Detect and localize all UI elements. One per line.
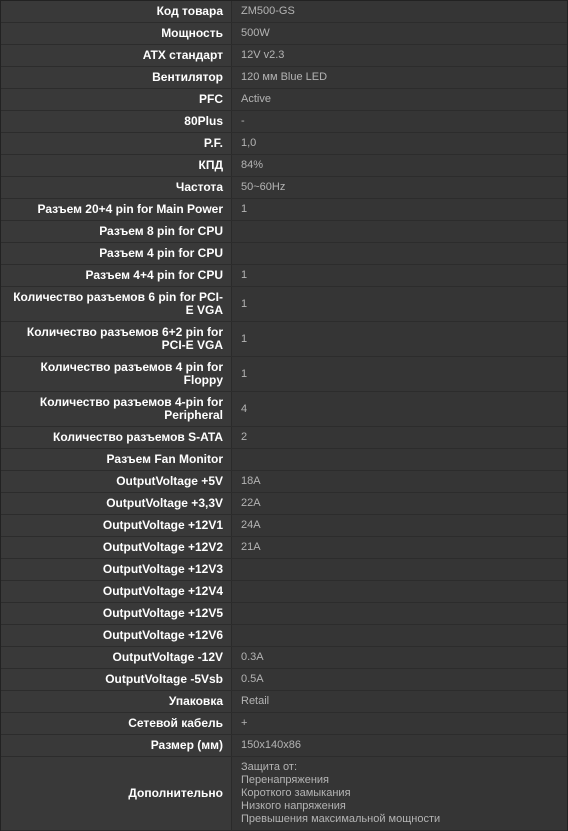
spec-row <box>1 67 567 89</box>
spec-row <box>1 177 567 199</box>
spec-value: 1 <box>232 287 567 321</box>
additional-line: Защита от: <box>241 761 298 773</box>
spec-value: 12V v2.3 <box>232 45 567 66</box>
spec-row <box>1 691 567 713</box>
spec-row <box>1 392 567 427</box>
spec-row <box>1 199 567 221</box>
spec-label: Код товара <box>1 1 231 22</box>
spec-value <box>232 757 567 830</box>
spec-value: Active <box>232 89 567 110</box>
spec-label: OutputVoltage +12V5 <box>1 603 231 624</box>
spec-label: OutputVoltage +5V <box>1 471 231 492</box>
spec-label: OutputVoltage -5Vsb <box>1 669 231 690</box>
spec-value <box>232 581 567 602</box>
spec-label: Упаковка <box>1 691 231 712</box>
spec-label: Разъем 4+4 pin for CPU <box>1 265 231 286</box>
spec-row-additional <box>1 757 567 831</box>
spec-label: OutputVoltage -12V <box>1 647 231 668</box>
spec-value <box>232 243 567 264</box>
spec-label: Вентилятор <box>1 67 231 88</box>
spec-label: Количество разъемов 4-pin for Peripheral <box>1 392 231 426</box>
spec-label: OutputVoltage +12V4 <box>1 581 231 602</box>
spec-row <box>1 515 567 537</box>
spec-value: 21A <box>232 537 567 558</box>
spec-value <box>232 221 567 242</box>
spec-value <box>232 603 567 624</box>
spec-row <box>1 471 567 493</box>
spec-value: 1,0 <box>232 133 567 154</box>
spec-label: Количество разъемов 4 pin for Floppy <box>1 357 231 391</box>
spec-row <box>1 89 567 111</box>
spec-label: Разъем Fan Monitor <box>1 449 231 470</box>
spec-label: OutputVoltage +12V1 <box>1 515 231 536</box>
spec-table <box>1 1 567 831</box>
spec-label: Мощность <box>1 23 231 44</box>
spec-label: Количество разъемов S-ATA <box>1 427 231 448</box>
spec-value: 84% <box>232 155 567 176</box>
additional-lines <box>241 761 440 826</box>
spec-value: 1 <box>232 322 567 356</box>
spec-label: P.F. <box>1 133 231 154</box>
spec-row <box>1 45 567 67</box>
spec-label: PFC <box>1 89 231 110</box>
spec-label: 80Plus <box>1 111 231 132</box>
additional-line: Превышения максимальной мощности <box>241 813 441 825</box>
spec-value: 150x140x86 <box>232 735 567 756</box>
spec-label: OutputVoltage +3,3V <box>1 493 231 514</box>
spec-value: 0.5A <box>232 669 567 690</box>
spec-value: 1 <box>232 265 567 286</box>
spec-row <box>1 265 567 287</box>
spec-value <box>232 449 567 470</box>
spec-label: Разъем 20+4 pin for Main Power <box>1 199 231 220</box>
spec-row <box>1 155 567 177</box>
spec-row <box>1 603 567 625</box>
spec-value: 22A <box>232 493 567 514</box>
spec-label: ATX стандарт <box>1 45 231 66</box>
spec-row <box>1 23 567 45</box>
spec-value: - <box>232 111 567 132</box>
spec-label: Дополнительно <box>1 757 231 830</box>
spec-value: 2 <box>232 427 567 448</box>
spec-label: Разъем 8 pin for CPU <box>1 221 231 242</box>
spec-value <box>232 625 567 646</box>
spec-label: Разъем 4 pin for CPU <box>1 243 231 264</box>
spec-row <box>1 243 567 265</box>
spec-label: Частота <box>1 177 231 198</box>
spec-label: OutputVoltage +12V3 <box>1 559 231 580</box>
spec-row <box>1 1 567 23</box>
spec-row <box>1 537 567 559</box>
spec-value: 18A <box>232 471 567 492</box>
spec-row <box>1 735 567 757</box>
spec-value: 4 <box>232 392 567 426</box>
spec-value: 1 <box>232 357 567 391</box>
spec-value <box>232 559 567 580</box>
additional-line: Короткого замыкания <box>241 787 351 799</box>
spec-label: Количество разъемов 6+2 pin for PCI-E VGA <box>1 322 231 356</box>
spec-value: 24A <box>232 515 567 536</box>
spec-label: Количество разъемов 6 pin for PCI-E VGA <box>1 287 231 321</box>
spec-value: + <box>232 713 567 734</box>
additional-line: Перенапряжения <box>241 774 330 786</box>
spec-row <box>1 559 567 581</box>
spec-row <box>1 133 567 155</box>
spec-row <box>1 647 567 669</box>
spec-value: 0.3A <box>232 647 567 668</box>
spec-value: 1 <box>232 199 567 220</box>
spec-row <box>1 221 567 243</box>
spec-row <box>1 669 567 691</box>
spec-row <box>1 625 567 647</box>
spec-value: 500W <box>232 23 567 44</box>
additional-line: Низкого напряжения <box>241 800 346 812</box>
spec-row <box>1 427 567 449</box>
spec-row <box>1 111 567 133</box>
spec-value: 50~60Hz <box>232 177 567 198</box>
spec-label: КПД <box>1 155 231 176</box>
spec-value: Retail <box>232 691 567 712</box>
spec-row <box>1 493 567 515</box>
spec-row <box>1 449 567 471</box>
spec-label: OutputVoltage +12V6 <box>1 625 231 646</box>
spec-rows <box>1 1 567 757</box>
spec-row <box>1 287 567 322</box>
spec-value: ZM500-GS <box>232 1 567 22</box>
spec-label: OutputVoltage +12V2 <box>1 537 231 558</box>
spec-row <box>1 357 567 392</box>
spec-row <box>1 713 567 735</box>
spec-label: Размер (мм) <box>1 735 231 756</box>
spec-label: Сетевой кабель <box>1 713 231 734</box>
spec-row <box>1 581 567 603</box>
spec-value: 120 мм Blue LED <box>232 67 567 88</box>
spec-row <box>1 322 567 357</box>
